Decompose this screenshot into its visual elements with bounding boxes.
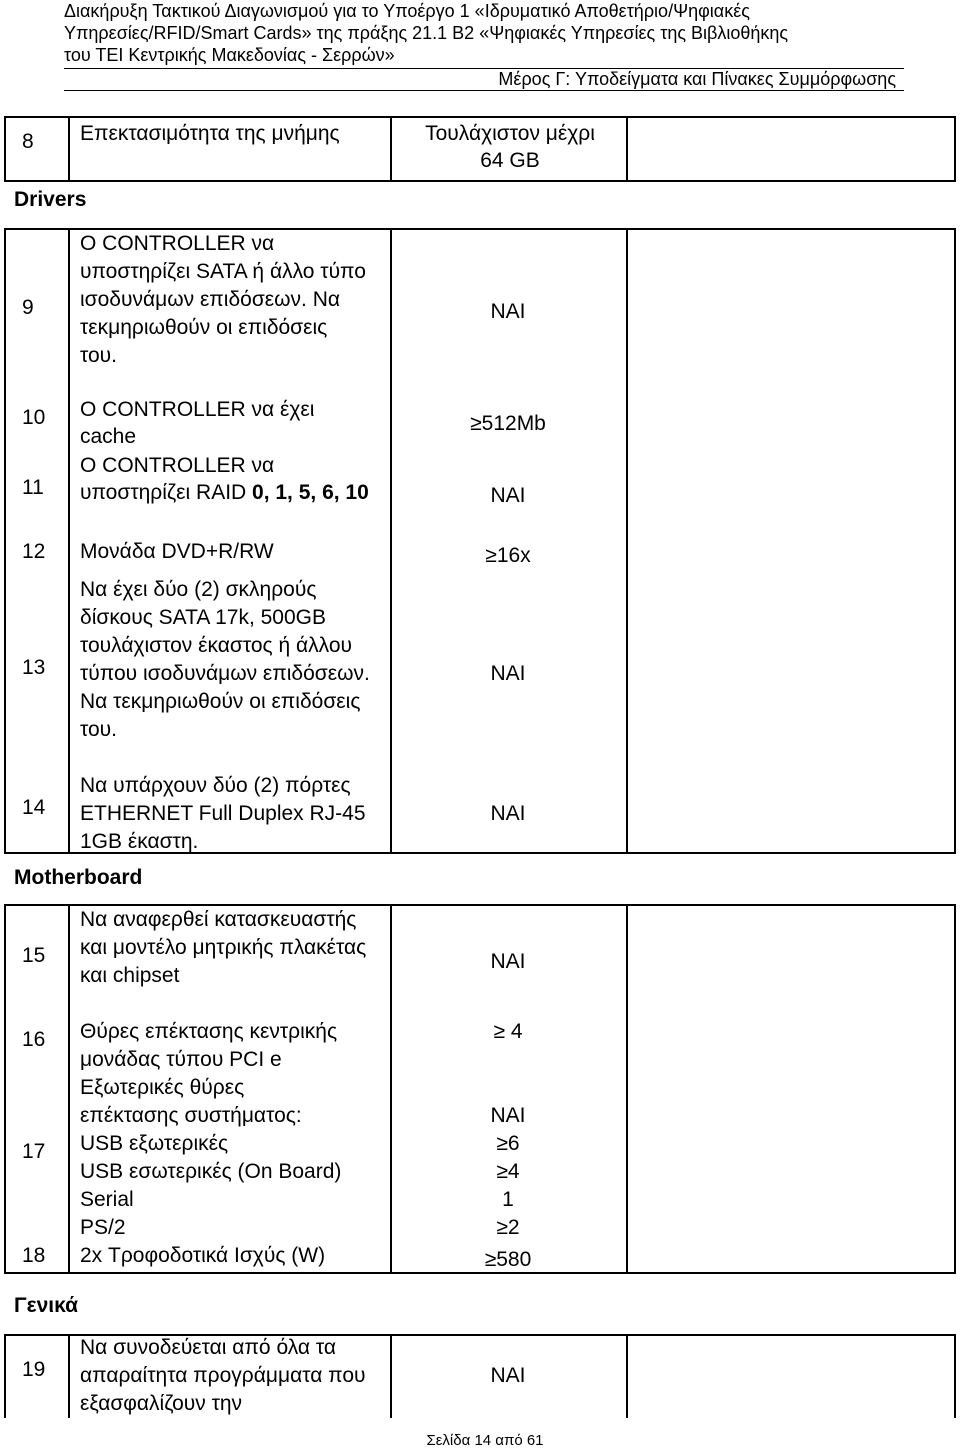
row-17-value bbox=[418, 1214, 598, 1242]
row-8-number: 8 bbox=[22, 130, 34, 153]
row-15-description: Να αναφερθεί κατασκευαστής και μοντέλο μητρικής πλακέτας και chipset bbox=[80, 908, 367, 987]
row-15-number: 15 bbox=[22, 944, 46, 967]
row-14-number: 14 bbox=[22, 796, 46, 819]
header-project-name: του ΤΕΙ Κεντρικής Μακεδονίας - Σερρών» bbox=[64, 45, 395, 65]
row-17-value bbox=[418, 1130, 598, 1158]
row-10-value-text: 512Mb bbox=[481, 412, 546, 435]
row-9-number: 9 bbox=[22, 296, 34, 319]
greater-equal-icon bbox=[470, 412, 482, 435]
row-16-value-text: 4 bbox=[505, 1020, 523, 1043]
header-line-1: Διακήρυξη Τακτικού Διαγωνισμού για το Υποέργο 1 «Ιδρυματικό Αποθετήριο/Ψηφιακές bbox=[64, 1, 750, 21]
row-12-value bbox=[418, 542, 598, 569]
section-general: Γενικά bbox=[14, 1294, 79, 1317]
row-19-description: Να συνοδεύεται από όλα τα απαραίτητα προγράμματα που εξασφαλίζουν την bbox=[80, 1336, 366, 1415]
row-17-line: Serial bbox=[80, 1188, 134, 1211]
row-11-number: 11 bbox=[22, 476, 44, 499]
section-motherboard: Motherboard bbox=[14, 866, 143, 889]
greater-equal-icon bbox=[485, 1248, 497, 1271]
row-9-description: Ο CONTROLLER να υποστηρίζει SATA ή άλλο τύπο ισοδυνάμων επιδόσεων. Να τεκμηριωθούν οι επιδόσεις του. bbox=[80, 232, 366, 367]
row-17-line: PS/2 bbox=[80, 1216, 126, 1239]
header-part-title-text: Μέρος Γ: Υποδείγματα και Πίνακες Συμμόρφωσης bbox=[498, 69, 896, 89]
row-14-description: Να υπάρχουν δύο (2) πόρτες ETHERNET Full Duplex RJ-45 1GB έκαστη. bbox=[80, 774, 366, 853]
row-8-value bbox=[400, 120, 620, 174]
row-11-description bbox=[80, 452, 380, 506]
row-16-number: 16 bbox=[22, 1028, 46, 1051]
greater-equal-icon bbox=[493, 1020, 505, 1043]
row-13-value: ΝΑΙ bbox=[490, 662, 526, 685]
row-17-description bbox=[80, 1074, 390, 1242]
page-number: Σελίδα 14 από 61 bbox=[426, 1432, 544, 1449]
row-10-value bbox=[418, 410, 598, 437]
row-17-value bbox=[418, 1158, 598, 1186]
row-16-value bbox=[418, 1018, 598, 1045]
header-part-title bbox=[64, 68, 904, 91]
row-13-description: Να έχει δύο (2) σκληρούς δίσκους SATA 17k, 500GB τουλάχιστον έκαστος ή άλλου τύπου ισοδυνάμων επιδόσεων. Να τεκμηριωθούν οι επιδόσεις του. bbox=[80, 578, 370, 741]
row-10-description: Ο CONTROLLER να έχει cache bbox=[80, 398, 315, 448]
row-14-value: ΝΑΙ bbox=[490, 802, 526, 825]
row-9-value: ΝΑΙ bbox=[490, 300, 526, 323]
row-13-number: 13 bbox=[22, 656, 46, 679]
row-12-description: Μονάδα DVD+R/RW bbox=[80, 540, 274, 563]
section-drivers: Drivers bbox=[14, 188, 87, 211]
row-8-description: Επεκτασιμότητα της μνήμης bbox=[80, 122, 340, 145]
row-11-value: ΝΑΙ bbox=[490, 484, 526, 507]
row-17-number: 17 bbox=[22, 1140, 46, 1163]
row-17-value-text: 4 bbox=[507, 1160, 520, 1183]
row-15-value: ΝΑΙ bbox=[490, 950, 526, 973]
row-18-value-text: 580 bbox=[496, 1248, 532, 1271]
row-17-value-text: 6 bbox=[507, 1132, 520, 1155]
row-18-value bbox=[418, 1246, 598, 1273]
row-12-value-text: 16x bbox=[496, 544, 531, 567]
row-8-value-line2: 64 GB bbox=[480, 149, 540, 172]
row-10-number: 10 bbox=[22, 406, 46, 429]
row-17-value-text: 2 bbox=[507, 1216, 520, 1239]
row-16-description: Θύρες επέκτασης κεντρικής μονάδας τύπου PCI e bbox=[80, 1020, 338, 1071]
page-footer bbox=[0, 1432, 960, 1449]
greater-equal-icon bbox=[496, 1216, 508, 1239]
header-line-3 bbox=[64, 44, 904, 69]
row-17-value: ΝΑΙ bbox=[490, 1104, 526, 1127]
greater-equal-icon bbox=[496, 1160, 508, 1183]
row-17-line: επέκτασης συστήματος: bbox=[80, 1104, 302, 1127]
row-11-description-text: Ο CONTROLLER να υποστηρίζει RAID bbox=[80, 454, 275, 504]
row-17-values bbox=[418, 1102, 598, 1242]
row-12-number: 12 bbox=[22, 540, 46, 563]
row-17-value: 1 bbox=[502, 1188, 514, 1211]
row-17-line: USB εσωτερικές (On Board) bbox=[80, 1160, 342, 1183]
row-17-line: Εξωτερικές θύρες bbox=[80, 1076, 245, 1099]
row-19-number: 19 bbox=[22, 1358, 46, 1381]
row-11-raid-levels: 0, 1, 5, 6, 10 bbox=[252, 481, 369, 504]
greater-equal-icon bbox=[485, 544, 497, 567]
greater-equal-icon bbox=[496, 1132, 508, 1155]
row-18-number: 18 bbox=[22, 1244, 46, 1267]
header-line-2: Υπηρεσίες/RFID/Smart Cards» της πράξης 21.1 Β2 «Ψηφιακές Υπηρεσίες της Βιβλιοθήκης bbox=[64, 23, 789, 43]
row-19-value: ΝΑΙ bbox=[490, 1364, 526, 1387]
document-header bbox=[64, 0, 904, 91]
row-18-description: 2x Τροφοδοτικά Ισχύς (W) bbox=[80, 1244, 326, 1267]
row-17-line: USB εξωτερικές bbox=[80, 1132, 229, 1155]
row-8-value-line1: Τουλάχιστον μέχρι bbox=[425, 122, 595, 145]
